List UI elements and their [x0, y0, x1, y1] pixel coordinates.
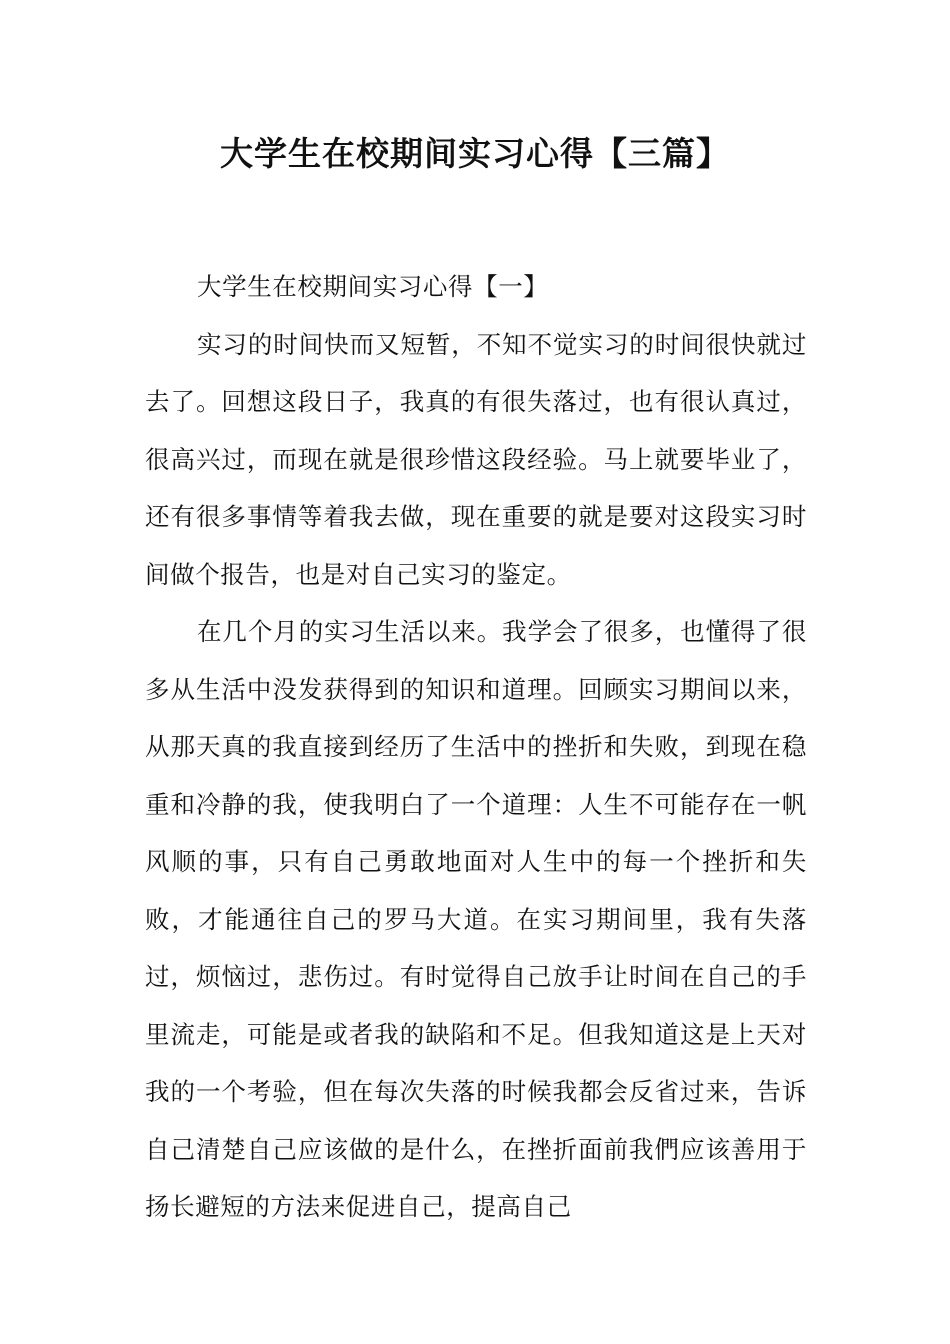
section-heading: 大学生在校期间实习心得【一】 [197, 272, 549, 301]
document-body [145, 258, 807, 1236]
document-title: 大学生在校期间实习心得【三篇】 [220, 134, 730, 173]
paragraph-2: 在几个月的实习生活以来。我学会了很多，也懂得了很多从生活中没发获得到的知识和道理。回顾实习期间以来，从那天真的我直接到经历了生活中的挫折和失败，到现在稳重和冷静的我，使我明白了一个道理：人生不可能存在一帆风顺的事，只有自己勇敢地面对人生中的每一个挫折和失败，才能通往自己的罗马大道。在实习期间里，我有失落过，烦恼过，悲伤过。有时觉得自己放手让时间在自己的手里流走，可能是或者我的缺陷和不足。但我知道这是上天对我的一个考验，但在每次失落的时候我都会反省过来，告诉自己清楚自己应该做的是什么，在挫折面前我們应该善用于扬长避短的方法来促进自己，提高自己 [145, 617, 807, 1221]
paragraph-1: 实习的时间快而又短暂，不知不觉实习的时间很快就过去了。回想这段日子，我真的有很失落过，也有很认真过，很高兴过，而现在就是很珍惜这段经验。马上就要毕业了，还有很多事情等着我去做，现在重要的就是要对这段实习时间做个报告，也是对自己实习的鉴定。 [145, 329, 807, 589]
